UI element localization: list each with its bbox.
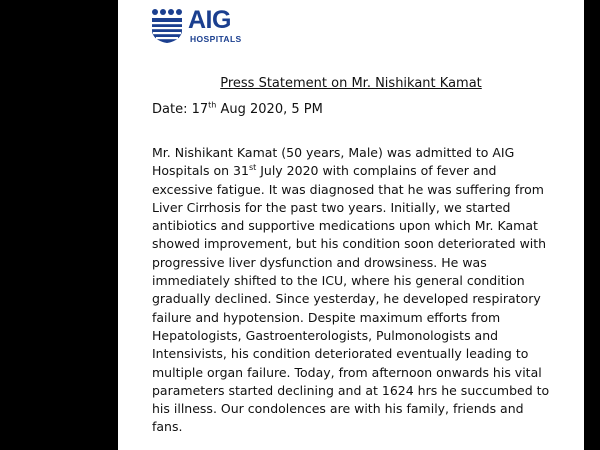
body-line: antibiotics and supportive medications upon which Mr. Kamat xyxy=(152,218,538,234)
body-line: showed improvement, but his condition soon deteriorated with xyxy=(152,236,547,252)
statement-body xyxy=(152,144,572,437)
body-line: immediately shifted to the ICU, where his general condition xyxy=(152,273,525,289)
body-line: gradually declined. Since yesterday, he developed respiratory xyxy=(152,291,541,307)
body-line: his illness. Our condolences are with his family, friends and xyxy=(152,401,524,417)
body-line: progressive liver dysfunction and drowsiness. He was xyxy=(152,254,487,270)
body-line-suffix: st xyxy=(248,163,257,173)
body-line: multiple organ failure. Today, from afternoon onwards his vital xyxy=(152,364,542,380)
body-line: Intensivists, his condition deteriorated eventually leading to xyxy=(152,346,529,362)
date-day-suffix: th xyxy=(208,100,217,110)
statement-date xyxy=(152,100,323,120)
body-line-part: July 2020 with complains of fever and xyxy=(256,163,497,179)
date-label: Date: 17 xyxy=(152,102,209,117)
press-statement-page xyxy=(118,0,584,450)
date-rest: Aug 2020, 5 PM xyxy=(216,102,323,117)
statement-title: Press Statement on Mr. Nishikant Kamat xyxy=(220,76,482,91)
body-line: parameters started declining and at 1624 hrs he succumbed to xyxy=(152,382,550,398)
aig-hospitals-logo xyxy=(150,8,260,48)
body-line: excessive fatigue. It was diagnosed that he was suffering from xyxy=(152,181,544,197)
body-line: Mr. Nishikant Kamat (50 years, Male) was admitted to AIG xyxy=(152,145,515,160)
logo-brand-text: AIG xyxy=(188,6,231,34)
body-line: Liver Cirrhosis for the past two years. Initially, we started xyxy=(152,199,511,215)
body-line: fans. xyxy=(152,419,183,435)
logo-subtitle-text: HOSPITALS xyxy=(190,34,242,44)
body-line xyxy=(152,162,572,180)
body-line: Hepatologists, Gastroenterologists, Pulmonologists and xyxy=(152,327,499,343)
body-line-part: Hospitals on 31 xyxy=(152,163,249,179)
body-line: failure and hypotension. Despite maximum efforts from xyxy=(152,309,501,325)
aig-logo-mark-icon xyxy=(150,8,184,44)
